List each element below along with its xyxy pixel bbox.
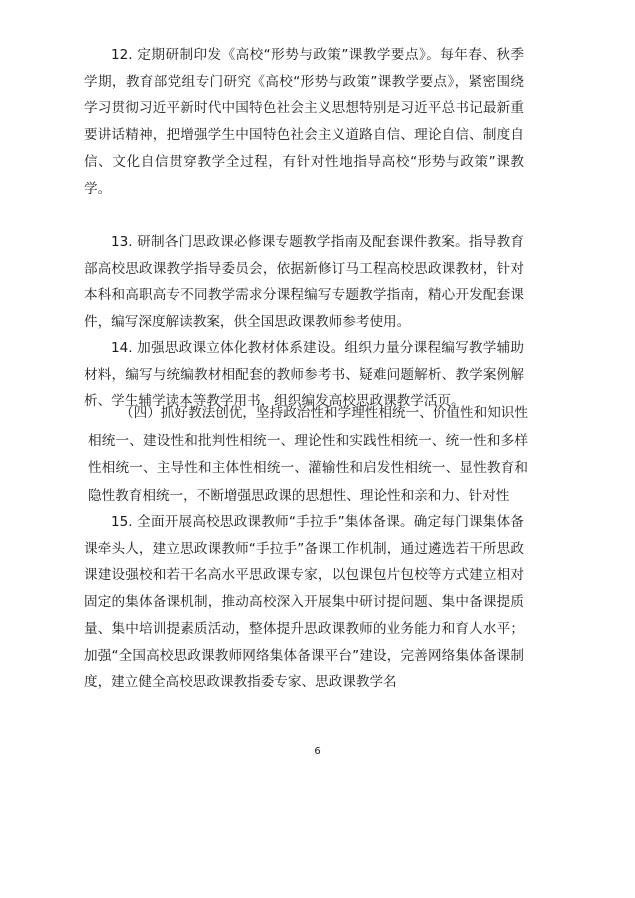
paragraph-item-12: 12. 定期研制印发《高校“形势与政策”课教学要点》。每年春、秋季学期，教育部党组专门研究《高校“形势与政策”课教学要点》，紧密围绕学习贯彻习近平新时代中国特色社会主义思想特别是习近平总书记最新重要讲话精神，把增强学生中国特色社会主义道路自信、理论自信、制度自信、文化自信贯穿教学全过程，有针对性地指导高校“形势与政策”课教学。 [84,47,524,197]
page-number: 6 [314,746,321,757]
paragraph-item-14: 14. 加强思政课立体化教材体系建设。组织力量分课程编写教学辅助材料，编写与统编教材相配套的教师参考书、疑难问题解析、教学案例解析、学生辅学读本等教学用书，组织编发高校思政课教学活页。 [84,340,524,410]
paragraph-item-15: 15. 全面开展高校思政课教师“手拉手”集体备课。确定每门课集体备课牵头人，建立思政课教师“手拉手”备课工作机制，通过遴选若干所思政课建设强校和若干名高水平思政课专家，以包课包片包校等方式建立相对固定的集体备课机制，推动高校深入开展集中研讨提问题、集中备课提质量、集中培训提素质活动，整体提升思政课教师的业务能力和育人水平；加强“全国高校思政课教师网络集体备课平台”建设，完善网络集体备课制度，建立健全高校思政课教指委专家、思政课教学名 [84,514,524,691]
section-four-paragraph: （四）抓好教法创优，坚持政治性和学理性相统一、价值性和知识性相统一、建设性和批判性相统一、理论性和实践性相统一、统一性和多样性相统一、主导性和主体性相统一、灌输性和启发性相统一、显性教育和隐性教育相统一，不断增强思政课的思想性、理论性和亲和力、针对性 [88,405,528,504]
paragraph-item-13: 13. 研制各门思政课必修课专题教学指南及配套课件教案。指导教育部高校思政课教学指导委员会，依据新修订马工程高校思政课教材，针对本科和高职高专不同教学需求分课程编写专题教学指南，精心开发配套课件，编写深度解读教案，供全国思政课教师参考使用。 [84,234,524,331]
